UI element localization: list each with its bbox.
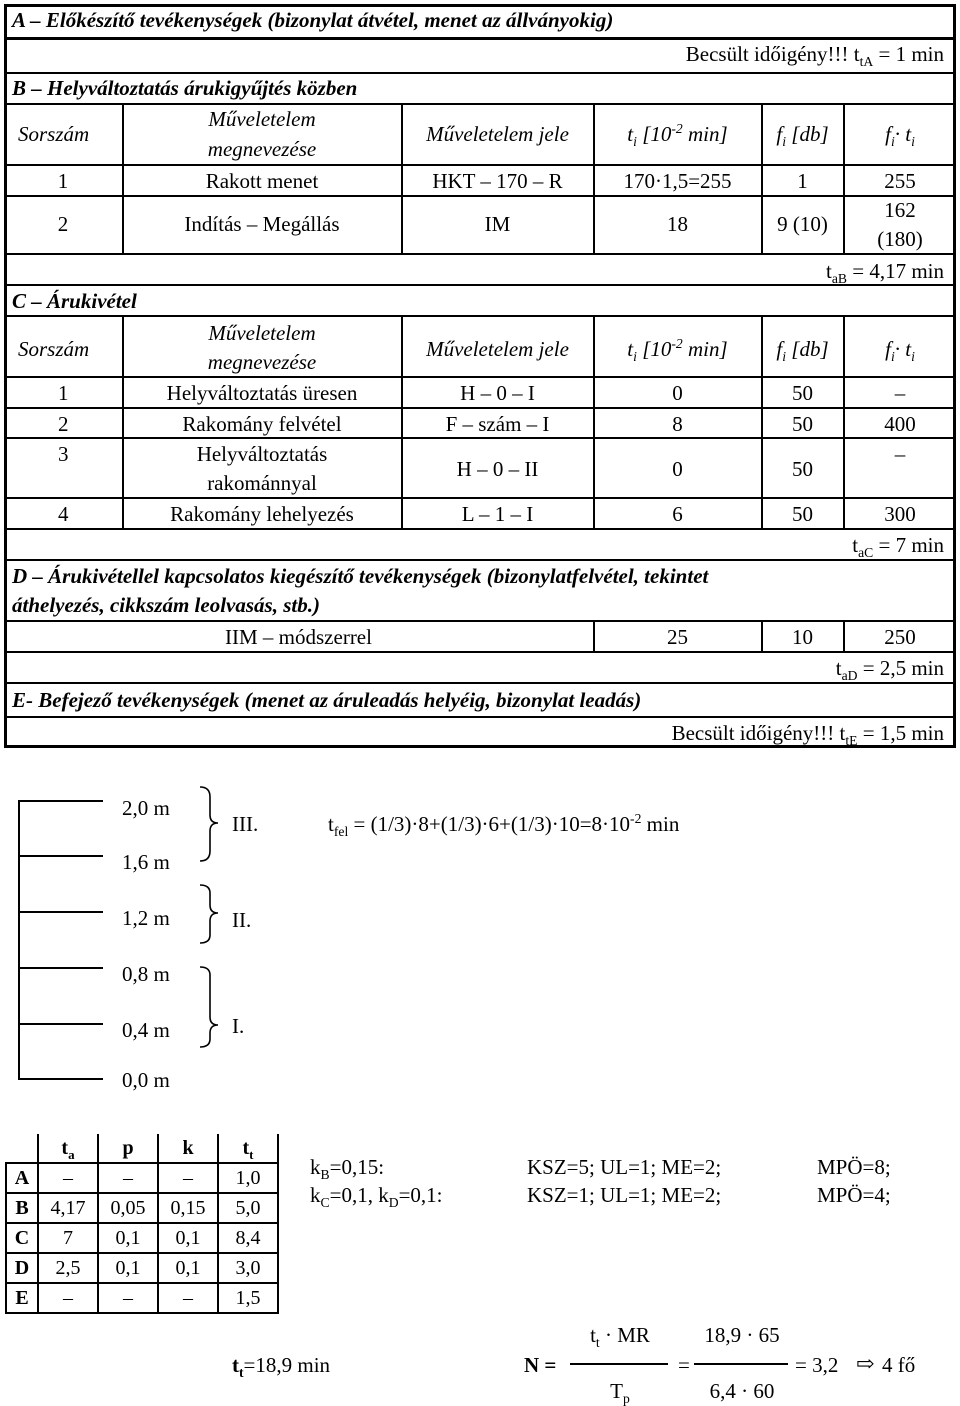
param-line1-mid: KSZ=5; UL=1; ME=2; [527,1155,722,1179]
col-header-tt: $t_t$ [218,1134,278,1163]
fraction1-bar [570,1363,668,1365]
divider [4,195,956,197]
c-row1-f: 50 [792,381,813,405]
c-row4-no: 4 [58,502,69,526]
param-kc-kd: $k_C=0,1$, $k_D=0,1$: [310,1183,443,1211]
c-row3-f: 50 [792,457,813,481]
fraction1-denominator: $T_p$ [610,1379,630,1406]
c-row4-ft: 300 [884,502,916,526]
section-d-title-1: D – Árukivétellel kapcsolatos kiegészítő tevékenységek (bizonylatfelvétel, tekintet [12,564,709,588]
c-row2-name: Rakomány felvétel [182,412,342,436]
brace-II [200,885,218,943]
b-row1-name: Rakott menet [205,169,319,193]
lift-time-formula: $t_{fel} = (1/3)\cdot 8+(1/3)\cdot 6+(1/3)\cdot 10=8\cdot 10^{-2}$ min [328,811,680,840]
col-header-k: k [158,1134,218,1163]
divider [4,253,956,255]
section-a-title: A – Előkészítő tevékenységek (bizonylat átvétel, menet az állványokig) [12,8,614,32]
b-row2-t: 18 [667,212,688,236]
level-label-I: I. [232,1014,245,1038]
col-header-p: p [98,1134,158,1163]
c-header-name-1: Műveletelem [208,321,316,345]
table-row [6,1163,278,1193]
d-row-f: 10 [792,625,813,649]
c-row2-f: 50 [792,412,813,436]
divider [4,37,956,40]
c-header-f: $f_i$ [db] [776,337,829,365]
b-row1-no: 1 [57,169,69,193]
section-c-title: C – Árukivétel [12,289,137,313]
brace-group [198,785,228,1050]
c-header-t: $t_i$ [$10^{-2}$ min] [627,336,728,365]
c-header-no: Sorszám [18,337,90,361]
level-label-II: II. [232,908,252,932]
shelf-level-line [18,855,103,857]
divider [4,682,956,684]
cell: 1,5 [218,1283,278,1313]
c-row4-f: 50 [792,502,813,526]
shelf-level-line [18,967,103,969]
cell: – [98,1283,158,1313]
brace-III [200,787,218,861]
b-row2-sign: IM [484,212,511,236]
height-label: 0,8 m [122,962,170,986]
height-label: 1,6 m [122,850,170,874]
brace-I [200,967,218,1047]
divider [4,651,956,653]
b-row1-f: 1 [797,169,808,193]
divider [4,315,956,317]
cell: – [98,1163,158,1193]
c-row3-name-1: Helyváltoztatás [196,442,328,466]
section-c-total: $t_{aC} = 7$ min [852,533,944,561]
height-label: 0,4 m [122,1018,170,1042]
divider [4,407,956,409]
cell: 8,4 [218,1223,278,1253]
header-sign: Műveletelem jele [426,122,569,146]
equals-1: = [678,1353,690,1377]
divider [4,284,956,286]
headcount-label: N = [524,1353,557,1377]
cell: 4,17 [38,1193,98,1223]
c-row2-ft: 400 [884,412,916,436]
divider [4,528,956,530]
b-row2-name: Indítás – Megállás [184,212,340,236]
d-row-ft: 250 [884,625,916,649]
param-line2-mid: KSZ=1; UL=1; ME=2; [527,1183,722,1207]
b-row2-f: 9 (10) [777,212,828,236]
fraction2-numerator: 18,9 · 65 [704,1323,780,1347]
header-no: Sorszám [18,122,90,146]
row-label: D [6,1253,38,1283]
cell: 3,0 [218,1253,278,1283]
divider [4,72,956,74]
divider [4,559,956,561]
table-row [6,1283,278,1313]
arrow-right-icon: ⇨ [856,1351,875,1376]
row-label: A [6,1163,38,1193]
result-answer: 4 fő [882,1353,916,1377]
cell: 2,5 [38,1253,98,1283]
d-row-sign: IIM – módszerrel [225,625,372,649]
height-label: 0,0 m [122,1068,170,1092]
d-row-t: 25 [667,625,688,649]
table-row [6,1253,278,1283]
divider [4,376,956,378]
result-value: = 3,2 [795,1353,839,1377]
param-kb: $k_B=0,15$: [310,1155,385,1183]
shelf-level-line [18,1078,103,1080]
cell: 7 [38,1223,98,1253]
total-time: $t_t=18,9$ min [232,1353,331,1381]
c-row4-t: 6 [672,502,683,526]
b-row1-t: 170·1,5=255 [623,169,732,193]
header-t: $t_i$ [$10^{-2}$ min] [627,121,728,150]
divider [4,620,956,622]
cell: – [158,1163,218,1193]
row-label: C [6,1223,38,1253]
param-line1-end: MPÖ=8; [817,1155,891,1179]
shelf-level-line [18,1023,103,1025]
divider [4,103,956,105]
row-label: E [6,1283,38,1313]
table-corner [6,1134,38,1163]
b-row1-ft: 255 [884,169,916,193]
cell: – [158,1283,218,1313]
section-d-total: $t_{aD} = 2,5$ min [835,656,944,684]
cell: 0,1 [158,1253,218,1283]
cell: 0,1 [158,1223,218,1253]
c-row1-no: 1 [58,381,69,405]
section-e-estimate: Becsült időigény!!! $t_{tE} = 1,5$ min [671,721,944,749]
shelf-level-line [18,800,103,802]
table-row [6,1193,278,1223]
shelf-level-line [18,911,103,913]
c-row2-no: 2 [58,412,69,436]
c-row2-t: 8 [672,412,683,436]
b-row2-ft-2: (180) [877,227,923,251]
b-row2-ft-1: 162 [884,198,916,222]
c-row2-sign: F – szám – I [445,412,550,436]
header-name-1: Műveletelem [208,107,316,131]
height-label: 1,2 m [122,906,170,930]
c-row3-no: 3 [58,442,69,466]
c-row1-ft: – [894,381,906,405]
header-name-2: megnevezése [207,137,317,161]
c-row4-sign: L – 1 – I [461,502,534,526]
header-ft: $f_i\cdot t_i$ [885,122,915,150]
divider [4,164,956,166]
cell: 0,1 [98,1223,158,1253]
c-row1-sign: H – 0 – I [460,381,535,405]
col-header-ta: $t_a$ [38,1134,98,1163]
cell: 0,05 [98,1193,158,1223]
fraction2-denominator: 6,4 · 60 [709,1379,775,1403]
row-label: B [6,1193,38,1223]
c-header-name-2: megnevezése [207,350,317,374]
cell: 0,1 [98,1253,158,1283]
section-d-title-2: áthelyezés, cikkszám leolvasás, stb.) [12,593,320,617]
c-row1-name: Helyváltoztatás üresen [166,381,358,405]
c-header-ft: $f_i\cdot t_i$ [885,337,915,365]
c-row4-name: Rakomány lehelyezés [170,502,354,526]
b-row1-sign: HKT – 170 – R [432,169,563,193]
c-row1-t: 0 [672,381,683,405]
cell: 0,15 [158,1193,218,1223]
table-row [6,1223,278,1253]
summary-table [5,1134,279,1314]
c-row3-ft: – [894,442,906,466]
c-row3-sign: H – 0 – II [456,457,539,481]
divider [4,716,956,718]
c-row3-name-2: rakománnyal [207,471,317,495]
level-label-III: III. [232,812,259,836]
height-label: 2,0 m [122,796,170,820]
shelf-upright [18,800,20,1080]
cell: 1,0 [218,1163,278,1193]
c-row3-t: 0 [672,457,683,481]
cell: 5,0 [218,1193,278,1223]
section-b-total: $t_{aB} = 4,17$ min [825,259,944,287]
cell: – [38,1283,98,1313]
b-row2-no: 2 [57,212,69,236]
divider [4,437,956,439]
c-header-sign: Műveletelem jele [426,337,569,361]
section-e-title: E- Befejező tevékenységek (menet az áruleadás helyéig, bizonylat leadás) [12,688,642,712]
cell: – [38,1163,98,1193]
section-b-title: B – Helyváltoztatás árukigyűjtés közben [12,76,358,100]
fraction1-numerator: $t_t$ · MR [590,1323,650,1351]
divider [4,497,956,499]
header-f: $f_i$ [db] [776,122,829,150]
fraction2-bar [694,1363,788,1365]
param-line2-end: MPÖ=4; [817,1183,891,1207]
section-a-estimate: Becsült időigény!!! $t_{tA} = 1$ min [685,42,944,70]
